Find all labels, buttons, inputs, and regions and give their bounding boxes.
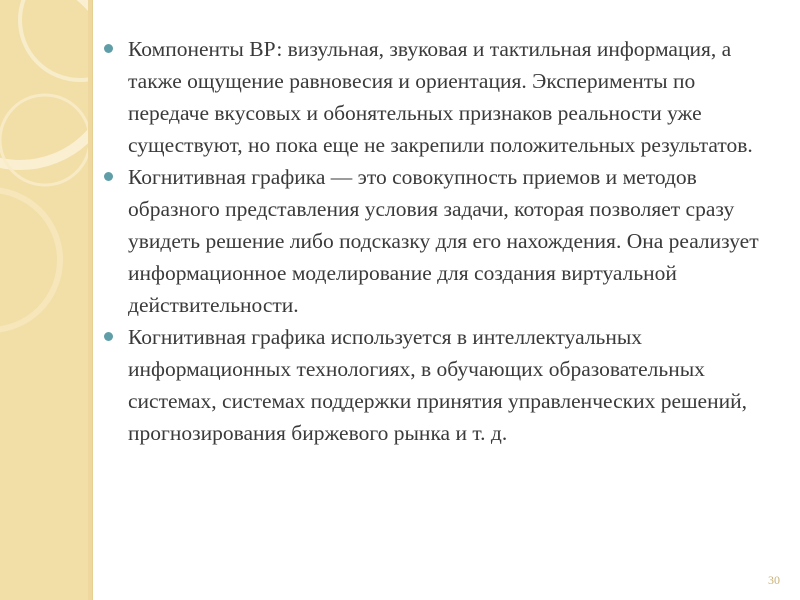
bullet-item: [108, 161, 780, 321]
decorative-rings-graphic: [0, 0, 88, 600]
bullet-text: Когнитивная графика используется в интеллектуальных информационных технологиях, в обучающих образовательных системах, системах поддержки принятия управленческих решений, прогнозирования биржевого рынка и т. д.: [128, 325, 747, 445]
bullet-dot-icon: [104, 172, 113, 181]
page-number: 30: [768, 573, 780, 587]
bullet-dot-icon: [104, 332, 113, 341]
bullet-dot-icon: [104, 44, 113, 53]
bullet-list: [108, 33, 780, 449]
bullet-text: Когнитивная графика — это совокупность приемов и методов образного представления условия задачи, которая позволяет сразу увидеть решение либо подсказку для его нахождения. Она реализует информационное моделирование для создания виртуальной действительности.: [128, 165, 759, 317]
bullet-item: [108, 33, 780, 161]
decorative-side-panel: [0, 0, 88, 600]
bullet-item: [108, 321, 780, 449]
bullet-text: Компоненты ВР: визульная, звуковая и тактильная информация, а также ощущение равновесия и ориентация. Эксперименты по передаче вкусовых и обонятельных признаков реальности уже существуют, но пока еще не закрепили положительных результатов.: [128, 37, 753, 157]
side-divider-line: [92, 0, 93, 600]
